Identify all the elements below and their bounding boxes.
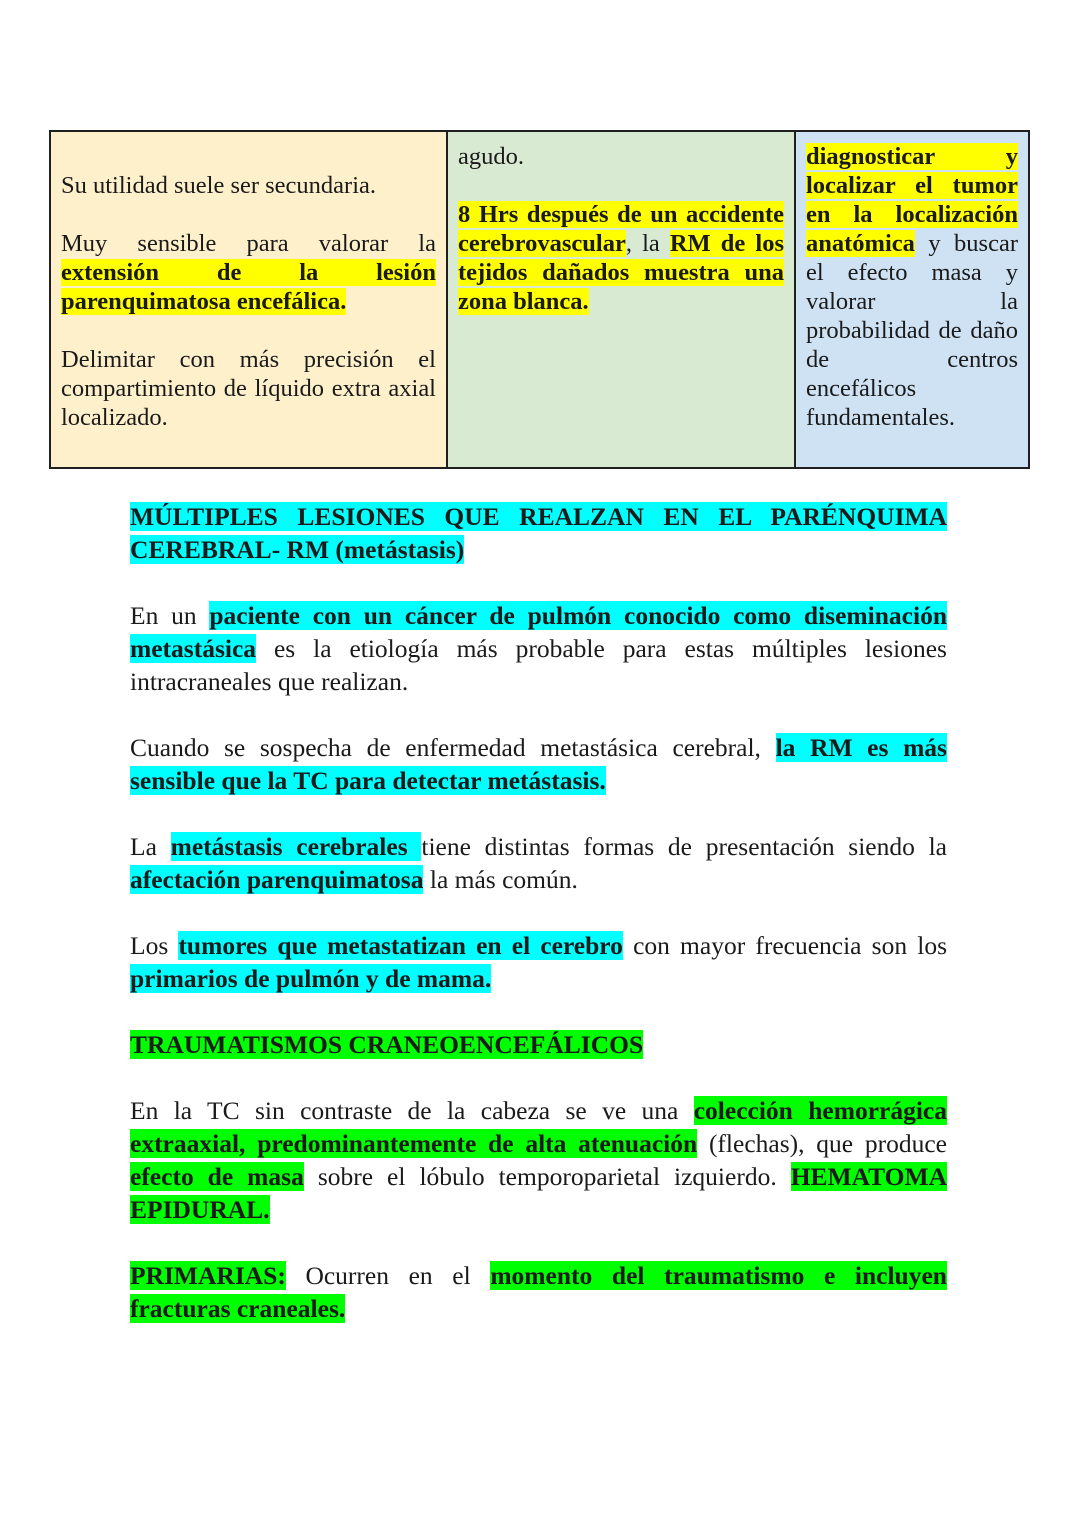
- table-row: [50, 131, 1029, 468]
- spacer: [458, 171, 784, 200]
- col3-paragraph-1: diagnosticar y localizar el tumor en la localización anatómica y buscar el efecto masa y valorar la probabilidad de daño de centros encefálicos fundamentales.: [806, 143, 1018, 431]
- table-cell-col2: [447, 131, 795, 468]
- col1-paragraph-2: Muy sensible para valorar la extensión de la lesión parenquimatosa encefálica.: [61, 230, 436, 315]
- spacer: [61, 316, 436, 345]
- highlight-cyan: afectación parenquimatosa: [130, 865, 424, 894]
- highlight-cyan: la RM es más sensible que la TC para detectar metástasis.: [130, 733, 947, 795]
- highlight-cyan: metástasis cerebrales: [170, 832, 422, 861]
- section-title-metastasis: [130, 500, 947, 566]
- metastasis-paragraph-3: La metástasis cerebrales tiene distintas formas de presentación siendo la afectación parenquimatosa la más común.: [130, 832, 947, 894]
- col2-paragraph-1: agudo.: [458, 143, 524, 170]
- metastasis-paragraph-4: Los tumores que metastatizan en el cerebro con mayor frecuencia son los primarios de pulmón y de mama.: [130, 931, 947, 993]
- highlight-cyan: tumores que metastatizan en el cerebro: [178, 931, 623, 960]
- document-body: [130, 500, 947, 1358]
- section-title-trauma: [130, 1028, 947, 1061]
- highlight-yellow: diagnosticar y localizar el tumor en la localización anatómica: [806, 143, 1018, 257]
- highlight-green: PRIMARIAS:: [130, 1261, 286, 1290]
- highlight-cyan: MÚLTIPLES LESIONES QUE REALZAN EN EL PARÉNQUIMA CEREBRAL- RM (metástasis): [130, 502, 947, 564]
- spacer: [61, 142, 436, 171]
- highlight-green: TRAUMATISMOS CRANEOENCEFÁLICOS: [130, 1030, 644, 1059]
- table-cell-col3: [795, 131, 1029, 468]
- highlight-yellow: 8 Hrs después de un accidente cerebrovascular: [458, 201, 784, 257]
- highlight-green: momento del traumatismo e incluyen fracturas craneales.: [130, 1261, 947, 1323]
- col1-paragraph-1: Su utilidad suele ser secundaria.: [61, 172, 377, 199]
- trauma-paragraph-2: PRIMARIAS: Ocurren en el momento del traumatismo e incluyen fracturas craneales.: [130, 1261, 947, 1323]
- comparison-table: [49, 130, 1030, 469]
- highlight-green: efecto de masa: [130, 1162, 304, 1191]
- col2-paragraph-2: 8 Hrs después de un accidente cerebrovascular, la RM de los tejidos dañados muestra una zona blanca.: [458, 201, 784, 315]
- highlight-cyan: paciente con un cáncer de pulmón conocido como diseminación metastásica: [130, 601, 948, 663]
- table-cell-col1: [50, 131, 447, 468]
- col1-paragraph-3: Delimitar con más precisión el compartimiento de líquido extra axial localizado.: [61, 346, 436, 431]
- highlight-cyan: primarios de pulmón y de mama.: [130, 964, 492, 993]
- trauma-paragraph-1: En la TC sin contraste de la cabeza se ve una colección hemorrágica extraaxial, predominantemente de alta atenuación (flechas), que produce efecto de masa sobre el lóbulo temporoparietal izquierdo. HEMATOMA EPIDURAL.: [130, 1096, 947, 1224]
- metastasis-paragraph-1: En un paciente con un cáncer de pulmón conocido como diseminación metastásica es la etiología más probable para estas múltiples lesiones intracraneales que realizan.: [130, 601, 948, 696]
- highlight-yellow: RM de los tejidos dañados muestra una zona blanca.: [458, 230, 784, 315]
- highlight-green: colección hemorrágica extraaxial, predominantemente de alta atenuación: [130, 1096, 947, 1158]
- metastasis-paragraph-2: Cuando se sospecha de enfermedad metastásica cerebral, la RM es más sensible que la TC para detectar metástasis.: [130, 733, 947, 795]
- spacer: [61, 200, 436, 229]
- highlight-green: HEMATOMA EPIDURAL.: [130, 1162, 947, 1224]
- highlight-yellow: extensión de la lesión parenquimatosa encefálica.: [61, 259, 436, 315]
